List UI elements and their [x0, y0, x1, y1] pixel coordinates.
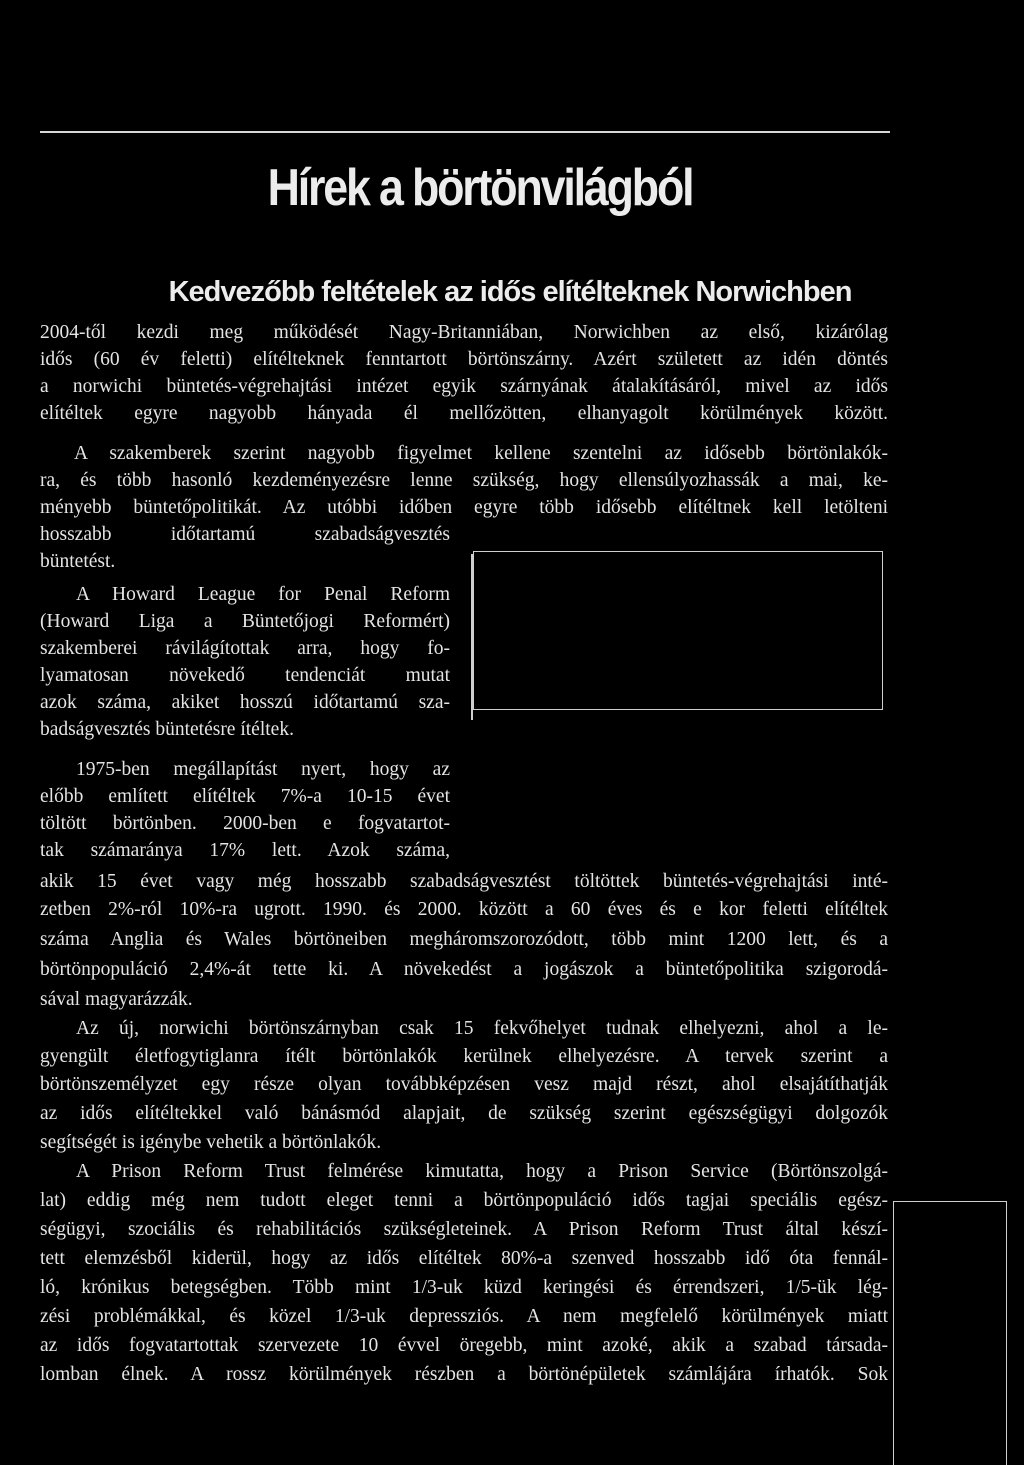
- body-line: A szakemberek szerint nagyobb figyelmet kellene szentelni az idősebb börtönlakók-: [74, 443, 888, 464]
- body-line: büntetést.: [40, 551, 116, 572]
- body-line: akik 15 évet vagy még hosszabb szabadságvesztést töltöttek büntetés-végrehajtási inté-: [40, 871, 888, 892]
- body-line: elítéltek egyre nagyobb hányada él mellőzötten, elhanyagolt körülmények között.: [40, 403, 888, 424]
- body-line: ségügyi, szociális és rehabilitációs szükségleteinek. A Prison Reform Trust által készí-: [40, 1219, 888, 1240]
- body-line: ra, és több hasonló kezdeményezésre lenne szükség, hogy ellensúlyozhassák a mai, ke-: [40, 470, 888, 491]
- body-line: a norwichi büntetés-végrehajtási intézet egyik szárnyának átalakításáról, mivel az idős: [40, 376, 888, 397]
- body-line: ló, krónikus betegségben. Több mint 1/3-uk küzd keringési és érrendszeri, 1/5-ük lég-: [40, 1277, 888, 1298]
- body-line: badságvesztés büntetésre ítéltek.: [40, 719, 294, 740]
- image-frame-1-edge: [471, 554, 474, 720]
- body-line: azok száma, akiket hosszú időtartamú sza-: [40, 692, 450, 713]
- body-line: zetben 2%-ról 10%-ra ugrott. 1990. és 2000. között a 60 éves és e kor feletti elítéltek: [40, 899, 888, 920]
- image-frame-1: [473, 551, 883, 710]
- body-line: börtönpopuláció 2,4%-át tette ki. A növekedést a jogászok a büntetőpolitika szigorodá-: [40, 959, 888, 980]
- body-line: előbb említett elítéltek 7%-a 10-15 évet: [40, 786, 450, 807]
- body-line: sával magyarázzák.: [40, 989, 193, 1010]
- body-line: száma Anglia és Wales börtöneiben megháromszorozódott, több mint 1200 lett, és a: [40, 929, 888, 950]
- body-line: börtönszemélyzet egy része olyan továbbképzésen vesz majd részt, ahol elsajátíthatják: [40, 1074, 888, 1095]
- body-line: zési problémákkal, és közel 1/3-uk depressziós. A nem megfelelő körülmények miatt: [40, 1306, 888, 1327]
- body-line: ményebb büntetőpolitikát. Az utóbbi időben egyre több idősebb elítéltnek kell letölteni: [40, 497, 888, 518]
- body-line: 2004-től kezdi meg működését Nagy-Britanniában, Norwichben az első, kizárólag: [40, 322, 888, 343]
- article-title: Kedvezőbb feltételek az idős elítélteknek Norwichben: [168, 276, 852, 308]
- body-line: lyamatosan növekedő tendenciát mutat: [40, 665, 450, 686]
- body-line: töltött börtönben. 2000-ben e fogvatartot-: [40, 813, 450, 834]
- body-line: lat) eddig még nem tudott eleget tenni a börtönpopuláció idős tagjai speciális egész-: [40, 1190, 888, 1211]
- body-line: tak számaránya 17% lett. Azok száma,: [40, 840, 450, 861]
- body-line: segítségét is igénybe vehetik a börtönlakók.: [40, 1132, 382, 1153]
- body-line: az idős elítéltekkel való bánásmód alapjait, de szükség szerint egészségügyi dolgozók: [40, 1103, 888, 1124]
- body-line: tett elemzésből kiderül, hogy az idős elítéltek 80%-a szenved hosszabb idő óta fennál-: [40, 1248, 888, 1269]
- body-line: 1975-ben megállapítást nyert, hogy az: [76, 759, 450, 780]
- page-title: Hírek a börtönvilágból: [267, 159, 693, 217]
- body-line: A Prison Reform Trust felmérése kimutatta, hogy a Prison Service (Börtönszolgá-: [76, 1161, 888, 1182]
- body-line: lomban élnek. A rossz körülmények részben a börtönépületek számlájára írhatók. Sok: [40, 1364, 888, 1385]
- body-line: (Howard Liga a Büntetőjogi Reformért): [40, 611, 450, 632]
- body-line: szakemberei rávilágítottak arra, hogy fo-: [40, 638, 450, 659]
- body-line: hosszabb időtartamú szabadságvesztés: [40, 524, 450, 545]
- body-line: Az új, norwichi börtönszárnyban csak 15 fekvőhelyet tudnak elhelyezni, ahol a le-: [76, 1018, 888, 1039]
- body-line: A Howard League for Penal Reform: [76, 584, 450, 605]
- body-line: az idős fogvatartottak szervezete 10 évvel öregebb, mint azoké, akik a szabad társada-: [40, 1335, 888, 1356]
- body-line: gyengült életfogytiglanra ítélt börtönlakók kerülnek elhelyezésre. A tervek szerint a: [40, 1046, 888, 1067]
- top-rule: [40, 131, 890, 133]
- body-line: idős (60 év feletti) elítélteknek fenntartott börtönszárny. Azért született az idén döntés: [40, 349, 888, 370]
- image-frame-2: [893, 1201, 1007, 1465]
